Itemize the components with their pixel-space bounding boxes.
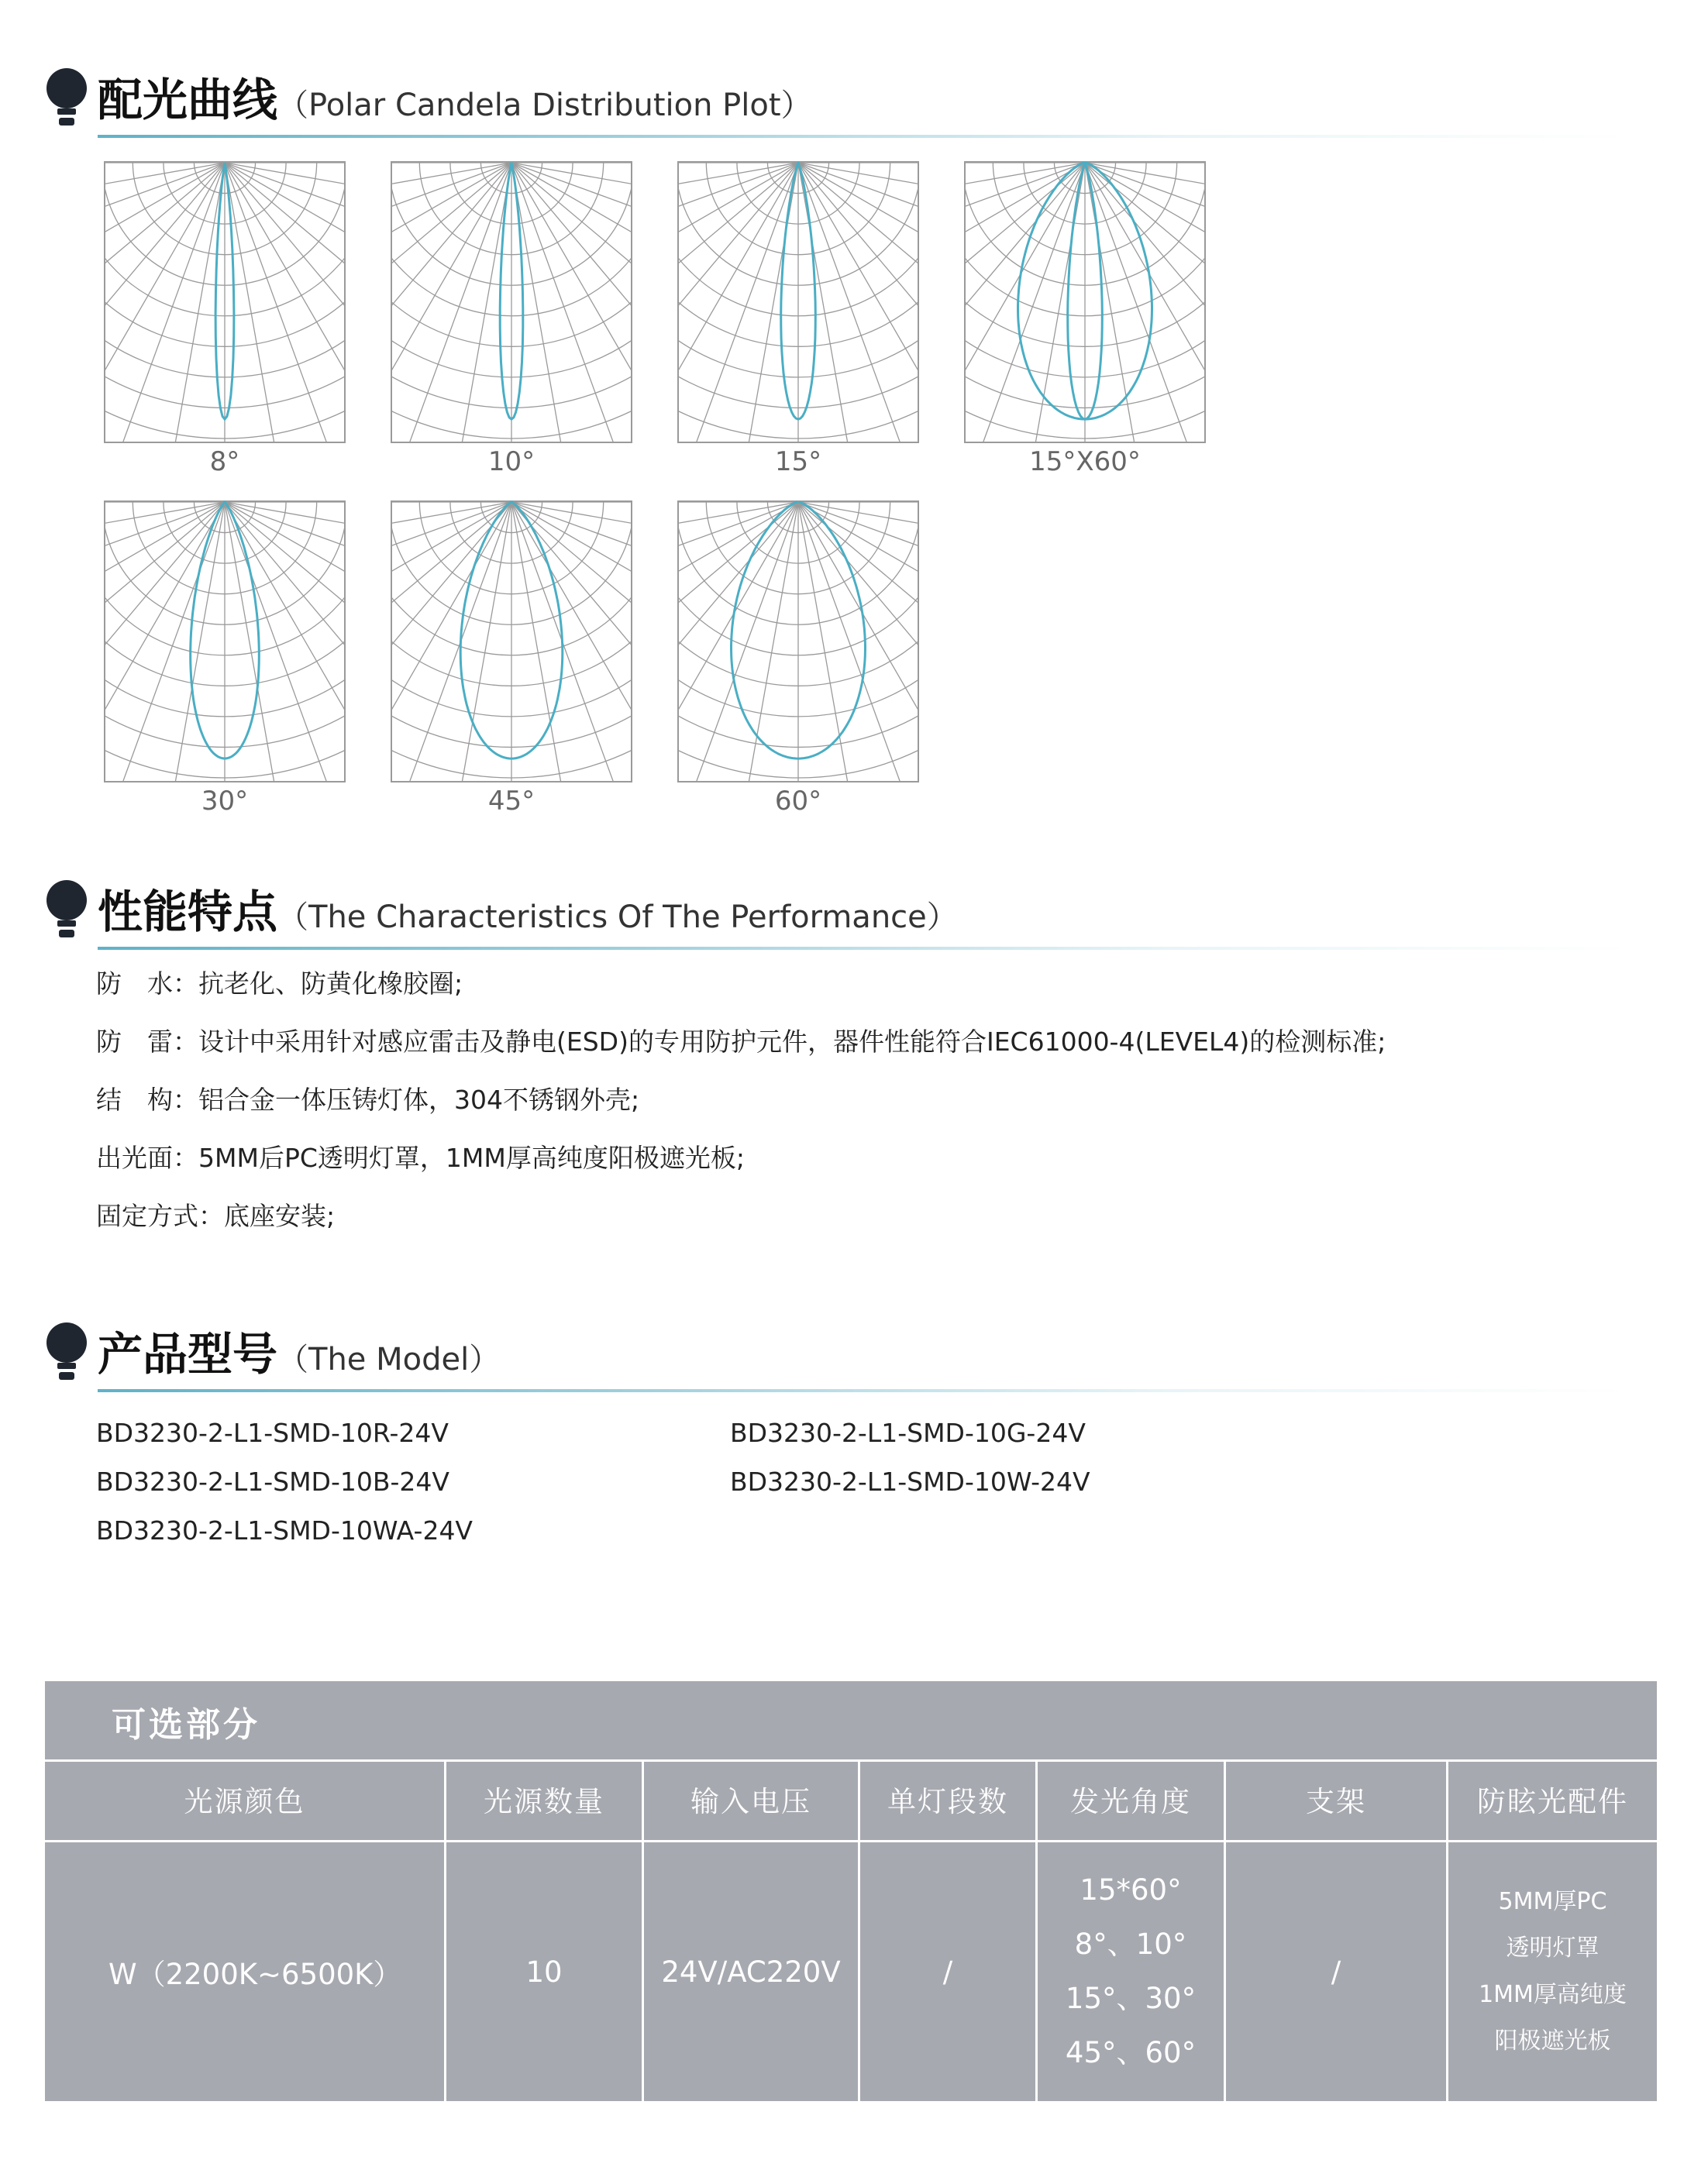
polar-plot xyxy=(677,500,919,817)
header-segments: 单灯段数 xyxy=(887,1785,1008,1818)
feature-item: 防 雷：设计中采用针对感应雷击及静电(ESD)的专用防护元件，器件性能符合IEC61000-4(LEVEL4)的检测标准; xyxy=(96,1027,1386,1057)
grid-radial xyxy=(144,163,225,443)
anti-glare-list xyxy=(1479,1879,1627,2065)
polar-plot-label: 15° xyxy=(774,446,822,477)
grid-radial xyxy=(511,502,632,734)
options-table xyxy=(45,1681,1657,2101)
grid-radial xyxy=(225,163,305,443)
model-number: BD3230-2-L1-SMD-10R-24V xyxy=(96,1418,449,1448)
model-title-cn: 产品型号 xyxy=(98,1328,278,1381)
grid-radial xyxy=(511,163,632,443)
polar-plot-label: 60° xyxy=(774,786,822,817)
model-number: BD3230-2-L1-SMD-10W-24V xyxy=(730,1467,1090,1497)
anti-glare-line: 1MM厚高纯度 xyxy=(1479,1981,1627,2008)
grid-radial xyxy=(798,163,919,395)
polar-plot xyxy=(104,500,346,817)
anti-glare-line: 阳极遮光板 xyxy=(1494,2028,1611,2055)
grid-radial xyxy=(798,502,919,661)
grid-radial xyxy=(511,502,632,782)
grid-radial xyxy=(511,163,632,443)
grid-radial xyxy=(225,163,346,443)
anti-glare-line: 透明灯罩 xyxy=(1506,1935,1600,1962)
polar-title-en: （Polar Candela Distribution Plot） xyxy=(277,88,812,123)
model-section-title xyxy=(98,1318,500,1383)
grid-radial xyxy=(431,502,511,782)
model-section xyxy=(45,1315,1641,1384)
grid-radial xyxy=(225,163,346,443)
grid-radial xyxy=(225,502,305,782)
polar-grid xyxy=(677,500,919,782)
features-section xyxy=(45,872,1641,942)
model-section-header xyxy=(45,1315,1641,1384)
grid-radial xyxy=(677,502,798,661)
beam-angle-value: 45°、60° xyxy=(1065,2036,1197,2069)
section-divider xyxy=(98,947,1632,950)
grid-radial xyxy=(225,163,346,443)
header-bracket: 支架 xyxy=(1306,1785,1366,1818)
grid-radial xyxy=(225,163,346,322)
grid-radial xyxy=(677,502,798,782)
header-beam-angle: 发光角度 xyxy=(1070,1785,1191,1818)
polar-plot xyxy=(391,161,632,477)
grid-radial xyxy=(798,502,919,782)
header-anti-glare: 防眩光配件 xyxy=(1477,1785,1628,1818)
grid-radial xyxy=(798,502,919,782)
grid-radial xyxy=(511,163,632,443)
features-section-title xyxy=(98,875,958,941)
polar-plot xyxy=(964,161,1206,477)
grid-radial xyxy=(104,502,225,734)
cell-light-color: W（2200K~6500K） xyxy=(108,1958,402,1991)
cell-light-count: 10 xyxy=(525,1955,563,1989)
grid-radial xyxy=(677,502,798,782)
beam-angle-value: 15*60° xyxy=(1080,1873,1182,1907)
polar-grid xyxy=(104,161,346,443)
grid-radial xyxy=(391,502,511,782)
polar-plot xyxy=(104,161,346,477)
polar-grid xyxy=(964,161,1206,443)
anti-glare-line: 5MM厚PC xyxy=(1498,1888,1607,1915)
grid-radial xyxy=(225,163,346,395)
polar-grid xyxy=(677,161,919,443)
grid-radial xyxy=(511,502,592,782)
feature-item: 出光面：5MM后PC透明灯罩，1MM厚高纯度阳极遮光板; xyxy=(96,1143,745,1173)
grid-radial xyxy=(798,163,879,443)
features-list xyxy=(96,967,1386,1257)
features-section-header xyxy=(45,872,1641,942)
grid-radial xyxy=(391,502,511,782)
grid-radial xyxy=(511,163,632,395)
polar-section-header xyxy=(45,60,1641,130)
model-number: BD3230-2-L1-SMD-10WA-24V xyxy=(96,1515,473,1546)
polar-plot-label: 30° xyxy=(201,786,249,817)
polar-plot-label: 45° xyxy=(487,786,535,817)
grid-radial xyxy=(677,502,798,782)
feature-item: 结 构：铝合金一体压铸灯体，304不锈钢外壳; xyxy=(96,1085,640,1115)
polar-plot-svg xyxy=(677,161,919,443)
polar-section-title xyxy=(98,64,812,129)
cell-bracket: / xyxy=(1331,1955,1341,1989)
grid-radial xyxy=(104,163,225,443)
bulb-icon xyxy=(45,880,88,939)
grid-radial xyxy=(391,163,511,443)
polar-plot-svg xyxy=(677,500,919,782)
grid-radial xyxy=(511,502,632,661)
polar-plot xyxy=(391,500,632,817)
section-divider xyxy=(98,135,1632,138)
polar-grid xyxy=(104,500,346,782)
grid-radial xyxy=(391,502,511,734)
header-input-voltage: 输入电压 xyxy=(690,1785,811,1818)
feature-item: 固定方式：底座安装; xyxy=(96,1201,336,1231)
grid-radial xyxy=(511,163,632,443)
grid-radial xyxy=(391,163,511,443)
grid-radial xyxy=(225,502,346,661)
polar-plot-svg xyxy=(104,161,346,443)
grid-radial xyxy=(391,163,511,443)
model-number: BD3230-2-L1-SMD-10B-24V xyxy=(96,1467,449,1497)
grid-radial xyxy=(677,502,798,782)
polar-plot-label: 15°X60° xyxy=(1029,446,1141,477)
model-title-en: （The Model） xyxy=(277,1342,501,1377)
bulb-icon xyxy=(45,1322,88,1381)
grid-radial xyxy=(144,502,225,782)
grid-radial xyxy=(718,163,798,443)
polar-title-cn: 配光曲线 xyxy=(98,74,278,126)
grid-radial xyxy=(104,163,225,443)
grid-radial xyxy=(225,502,346,734)
grid-radial xyxy=(391,163,511,322)
grid-radial xyxy=(677,163,798,395)
grid-radial xyxy=(391,502,511,782)
grid-radial xyxy=(391,502,511,661)
polar-plot-label: 8° xyxy=(209,446,240,477)
grid-radial xyxy=(798,502,919,782)
grid-radial xyxy=(511,502,632,782)
grid-radial xyxy=(391,502,511,782)
grid-radial xyxy=(104,163,225,443)
cell-segments: / xyxy=(942,1955,953,1989)
grid-radial xyxy=(391,163,511,443)
feature-item: 防 水：抗老化、防黄化橡胶圈; xyxy=(96,968,463,999)
polar-grid xyxy=(391,161,632,443)
header-light-color: 光源颜色 xyxy=(184,1785,305,1818)
polar-plot-svg xyxy=(104,500,346,782)
grid-radial xyxy=(511,502,632,782)
beam-angle-value: 15°、30° xyxy=(1065,1982,1197,2015)
polar-plot-svg xyxy=(391,161,632,443)
cell-anti-glare xyxy=(1448,1842,1657,2101)
grid-radial xyxy=(798,502,919,782)
grid-radial xyxy=(104,163,225,395)
polar-plot-label: 10° xyxy=(487,446,535,477)
header-light-count: 光源数量 xyxy=(484,1785,604,1818)
beam-angle-list xyxy=(1066,1863,1196,2080)
grid-radial xyxy=(511,163,632,322)
section-divider xyxy=(98,1389,1632,1392)
grid-radial xyxy=(104,163,225,322)
bulb-icon xyxy=(45,68,88,127)
model-number: BD3230-2-L1-SMD-10G-24V xyxy=(730,1418,1086,1448)
cell-beam-angle xyxy=(1038,1842,1224,2101)
grid-radial xyxy=(391,163,511,395)
grid-radial xyxy=(104,163,225,443)
grid-radial xyxy=(511,502,632,782)
polar-plot-svg xyxy=(391,500,632,782)
polar-section xyxy=(45,60,1641,130)
beam-angle-value: 8°、10° xyxy=(1074,1928,1187,1961)
polar-plot-svg xyxy=(964,161,1206,443)
cell-input-voltage: 24V/AC220V xyxy=(661,1955,841,1989)
grid-radial xyxy=(225,163,346,443)
polar-plot xyxy=(677,161,919,477)
polar-grid xyxy=(391,500,632,782)
options-title: 可选部分 xyxy=(112,1705,260,1745)
features-title-cn: 性能特点 xyxy=(98,886,278,938)
features-title-en: （The Characteristics Of The Performance） xyxy=(277,899,958,935)
grid-radial xyxy=(104,502,225,661)
